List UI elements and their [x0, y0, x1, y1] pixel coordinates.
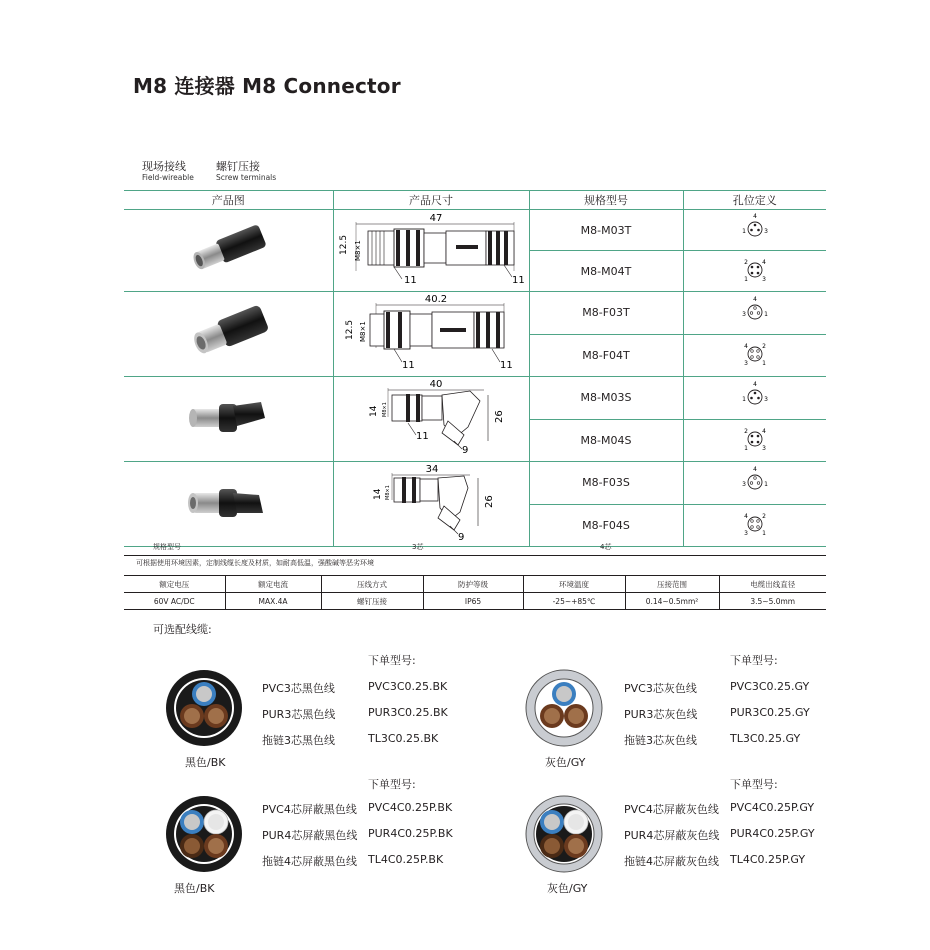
product-photo-male-straight — [124, 210, 333, 292]
dimension-drawing — [333, 210, 529, 292]
cable-color-label: 灰色/GY — [547, 882, 588, 895]
model-m8-m04t: M8-M04T — [529, 251, 683, 292]
dimension-drawing-icon — [336, 377, 526, 457]
svg-text:4: 4 — [761, 259, 766, 266]
cable-grey-3core-icon — [524, 668, 604, 748]
svg-text:1: 1 — [743, 276, 748, 283]
cable-color-label: 黑色/BK — [174, 882, 215, 895]
cable-code: TL3C0.25.GY — [730, 732, 801, 745]
cable-code: TL4C0.25P.GY — [730, 853, 806, 866]
svg-text:1: 1 — [761, 530, 766, 538]
svg-text:3: 3 — [743, 530, 748, 538]
svg-text:2: 2 — [743, 259, 748, 266]
cable-name: PVC3芯黑色线 — [262, 682, 335, 695]
svg-text:2: 2 — [761, 513, 766, 521]
spec-header: 压接范围 — [625, 576, 719, 593]
pin-diagram-3 — [683, 377, 826, 420]
cable-black-4core-icon — [164, 794, 244, 874]
order-head: 下单型号: — [368, 654, 416, 667]
optional-cables-title: 可选配线缆: — [153, 623, 212, 636]
pin-layout-icon — [735, 293, 775, 329]
model-m8-m03t: M8-M03T — [529, 210, 683, 251]
dimension-drawing — [333, 377, 529, 462]
svg-text:4: 4 — [743, 343, 748, 351]
svg-text:2: 2 — [761, 343, 766, 351]
subtitle-cn: 螺钉压接 — [216, 160, 260, 173]
dimension-drawing — [333, 292, 529, 377]
svg-text:1: 1 — [763, 310, 768, 318]
product-photo-male-angled — [124, 377, 333, 462]
header-product-size: 产品尺寸 — [333, 191, 529, 210]
summary-4core: 4芯 — [600, 543, 612, 551]
model-m8-f03s: M8-F03S — [529, 462, 683, 505]
summary-row — [124, 538, 826, 556]
subtitle-cn: 现场接线 — [142, 160, 186, 173]
dimension-drawing — [333, 462, 529, 547]
product-table — [124, 190, 826, 547]
svg-text:4: 4 — [752, 465, 757, 473]
svg-text:26: 26 — [484, 495, 495, 508]
page-title: M8 连接器 M8 Connector — [133, 74, 401, 98]
svg-text:40: 40 — [429, 379, 443, 390]
cable-color-label: 灰色/GY — [545, 756, 586, 769]
subtitle-field-wireable — [142, 160, 194, 183]
svg-text:11: 11 — [500, 360, 513, 371]
cable-name: 拖链4芯屏蔽黑色线 — [262, 855, 357, 868]
pin-diagram-3 — [683, 210, 826, 251]
spec-header: 防护等级 — [423, 576, 523, 593]
svg-text:1: 1 — [763, 480, 768, 488]
model-m8-f03t: M8-F03T — [529, 292, 683, 335]
spec-header: 额定电流 — [225, 576, 321, 593]
spec-value: 60V AC/DC — [153, 596, 195, 606]
pin-diagram-4 — [683, 334, 826, 377]
pin-layout-icon — [735, 378, 775, 414]
cable-code: PVC4C0.25P.BK — [368, 801, 453, 814]
pin-diagram-4 — [683, 419, 826, 462]
model-m8-f04s: M8-F04S — [529, 504, 683, 547]
svg-text:3: 3 — [743, 360, 748, 368]
cable-code: PUR4C0.25P.BK — [368, 827, 453, 840]
cable-name: PUR4芯屏蔽灰色线 — [624, 829, 720, 842]
product-photo-female-angled — [124, 462, 333, 547]
cable-name: PUR4芯屏蔽黑色线 — [262, 829, 358, 842]
spec-header: 环境温度 — [523, 576, 625, 593]
customization-note: 可根据使用环境因素，定制线缆长度及材质，如耐高低温，强酸碱等恶劣环境 — [136, 559, 374, 567]
dim-length: 47 — [429, 212, 443, 224]
svg-text:3: 3 — [741, 310, 746, 318]
cable-code: PUR3C0.25.BK — [368, 706, 448, 719]
spec-value: 0.14~0.5mm² — [625, 593, 719, 610]
svg-text:14: 14 — [369, 405, 379, 417]
cable-code: PUR3C0.25.GY — [730, 706, 810, 719]
svg-text:14: 14 — [373, 488, 383, 500]
svg-text:3: 3 — [761, 276, 766, 283]
cable-name: PVC4芯屏蔽黑色线 — [262, 803, 357, 816]
cable-code: TL4C0.25P.BK — [368, 853, 444, 866]
svg-text:1: 1 — [761, 360, 766, 368]
cable-code: PUR4C0.25P.GY — [730, 827, 815, 840]
cable-name: 拖链3芯灰色线 — [624, 734, 697, 747]
pin-diagram-4 — [683, 251, 826, 292]
model-m8-m03s: M8-M03S — [529, 377, 683, 420]
product-photo-female-straight — [124, 292, 333, 377]
model-m8-f04t: M8-F04T — [529, 334, 683, 377]
connector-photo-icon — [183, 304, 273, 360]
svg-text:3: 3 — [741, 480, 746, 488]
connector-photo-icon — [183, 392, 273, 442]
spec-value: 螺钉压接 — [321, 593, 423, 610]
cable-code: PVC3C0.25.BK — [368, 680, 448, 693]
spec-table — [124, 575, 826, 610]
svg-text:4: 4 — [752, 213, 757, 220]
dim-b: 11 — [512, 274, 525, 286]
subtitle-screw-terminals — [216, 160, 276, 183]
header-pin-definition: 孔位定义 — [683, 191, 826, 210]
pin-layout-icon — [735, 210, 775, 246]
svg-text:26: 26 — [494, 410, 505, 423]
pin-layout-icon — [735, 420, 775, 456]
cable-color-label: 黑色/BK — [185, 756, 226, 769]
model-m8-m04s: M8-M04S — [529, 419, 683, 462]
cable-name: PVC3芯灰色线 — [624, 682, 697, 695]
svg-text:M8×1: M8×1 — [382, 402, 388, 417]
order-head: 下单型号: — [368, 778, 416, 791]
order-head: 下单型号: — [730, 778, 778, 791]
header-product-image: 产品图 — [124, 191, 333, 210]
svg-text:3: 3 — [761, 445, 766, 453]
pin-layout-icon — [735, 505, 775, 541]
svg-text:M8×1: M8×1 — [385, 485, 391, 500]
cable-name: 拖链3芯黑色线 — [262, 734, 335, 747]
spec-header: 额定电压 — [124, 576, 225, 593]
cable-name: PUR3芯灰色线 — [624, 708, 698, 721]
connector-photo-icon — [183, 221, 273, 277]
svg-text:4: 4 — [752, 380, 757, 388]
pin-layout-icon — [735, 335, 775, 371]
spec-header: 压线方式 — [321, 576, 423, 593]
svg-text:40.2: 40.2 — [424, 294, 448, 305]
subtitle-en: Field-wireable — [142, 173, 194, 182]
spec-value: -25~+85℃ — [523, 593, 625, 610]
order-head: 下单型号: — [730, 654, 778, 667]
spec-value: MAX.4A — [225, 593, 321, 610]
cable-code: PVC3C0.25.GY — [730, 680, 810, 693]
spec-value: IP65 — [423, 593, 523, 610]
cable-grey-4core-icon — [524, 794, 604, 874]
svg-text:11: 11 — [402, 360, 415, 371]
header-model: 规格型号 — [529, 191, 683, 210]
spec-value: 3.5~5.0mm — [719, 593, 826, 610]
dim-a: 11 — [404, 274, 417, 286]
pin-layout-icon — [735, 463, 775, 499]
svg-text:1: 1 — [741, 395, 746, 403]
dim-diameter: 12.5 — [339, 234, 349, 255]
cable-black-3core-icon — [164, 668, 244, 748]
svg-text:11: 11 — [416, 431, 429, 442]
dimension-drawing-icon — [336, 292, 526, 372]
pin-diagram-3 — [683, 292, 826, 335]
svg-text:9: 9 — [458, 532, 465, 542]
cable-code: PVC4C0.25P.GY — [730, 801, 815, 814]
svg-text:1: 1 — [743, 445, 748, 453]
svg-text:M8×1: M8×1 — [359, 321, 367, 342]
svg-text:3: 3 — [763, 228, 768, 235]
cable-name: PUR3芯黑色线 — [262, 708, 336, 721]
summary-label: 规格型号 — [153, 543, 181, 551]
cable-code: TL3C0.25.BK — [368, 732, 439, 745]
svg-text:2: 2 — [743, 428, 748, 436]
connector-photo-icon — [183, 477, 273, 527]
summary-3core: 3芯 — [412, 543, 424, 551]
pin-layout-icon — [735, 251, 775, 287]
svg-text:9: 9 — [462, 445, 469, 456]
dimension-drawing-icon — [336, 462, 526, 542]
svg-text:4: 4 — [743, 513, 748, 521]
pin-diagram-3 — [683, 462, 826, 505]
dim-thread: M8×1 — [354, 239, 362, 261]
cable-name: PVC4芯屏蔽灰色线 — [624, 803, 719, 816]
svg-text:12.5: 12.5 — [345, 319, 355, 340]
spec-header: 电缆出线直径 — [719, 576, 826, 593]
svg-text:4: 4 — [752, 295, 757, 303]
cable-name: 拖链4芯屏蔽灰色线 — [624, 855, 719, 868]
svg-text:34: 34 — [425, 464, 439, 475]
subtitle-en: Screw terminals — [216, 173, 277, 182]
svg-text:4: 4 — [761, 428, 766, 436]
svg-text:1: 1 — [741, 228, 746, 235]
svg-text:3: 3 — [763, 395, 768, 403]
dimension-drawing-icon — [336, 211, 526, 287]
